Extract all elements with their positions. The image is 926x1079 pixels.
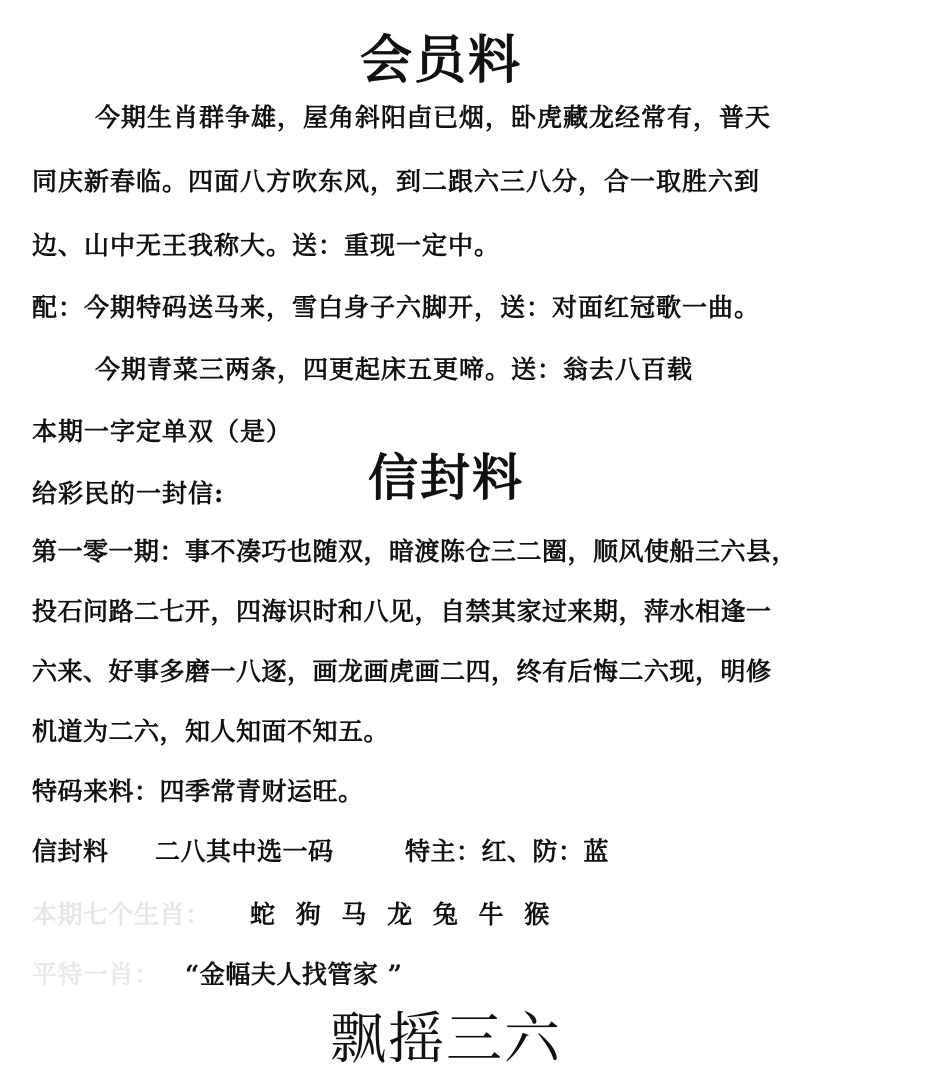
poem-line-5: 今期青菜三两条，四更起床五更啼。送：翁去八百载 — [95, 355, 694, 384]
poem-line-4: 配：今期特码送马来，雪白身子六脚开，送：对面红冠歌一曲。 — [32, 293, 761, 322]
zodiac-faded-prefix: 本期七个生肖： — [32, 900, 211, 929]
zodiac-animals: 蛇 狗 马 龙 兔 牛 猴 — [250, 900, 556, 929]
special-code-line: 特码来料：四季常青财运旺。 — [32, 777, 364, 806]
envelope-label: 信封料 — [32, 837, 109, 866]
poem-line-3: 边、山中无王我称大。送：重现一定中。 — [32, 231, 501, 260]
envelope-pick: 二八其中选一码 — [155, 837, 334, 866]
poem-line-6: 本期一字定单双（是） — [32, 417, 293, 446]
title-member: 会员料 — [360, 30, 523, 91]
footer-title: 飘摇三六 — [330, 1007, 562, 1072]
riddle-text: “金幅夫人找管家 ” — [185, 960, 403, 989]
poem-line-1: 今期生肖群争雄，屋角斜阳卣已烟，卧虎藏龙经常有，普天 — [95, 103, 772, 132]
envelope-main-color: 特主：红、防：蓝 — [405, 837, 610, 866]
title-envelope: 信封料 — [368, 448, 524, 507]
riddle-faded-prefix: 平特一肖： — [32, 960, 160, 989]
letter-line-2: 投石问路二七开，四海识时和八见，自禁其家过来期，萍水相逢一 — [32, 597, 772, 626]
letter-line-4: 机道为二六，知人知面不知五。 — [32, 717, 390, 746]
letter-intro: 给彩民的一封信: — [32, 479, 225, 508]
letter-line-3: 六来、好事多磨一八逐，画龙画虎画二四，终有后悔二六现，明修 — [32, 657, 772, 686]
letter-line-1: 第一零一期：事不凑巧也随双，暗渡陈仓三二圈，顺风使船三六县， — [32, 537, 798, 566]
poem-line-2: 同庆新春临。四面八方吹东风，到二跟六三八分，合一取胜六到 — [32, 167, 761, 196]
